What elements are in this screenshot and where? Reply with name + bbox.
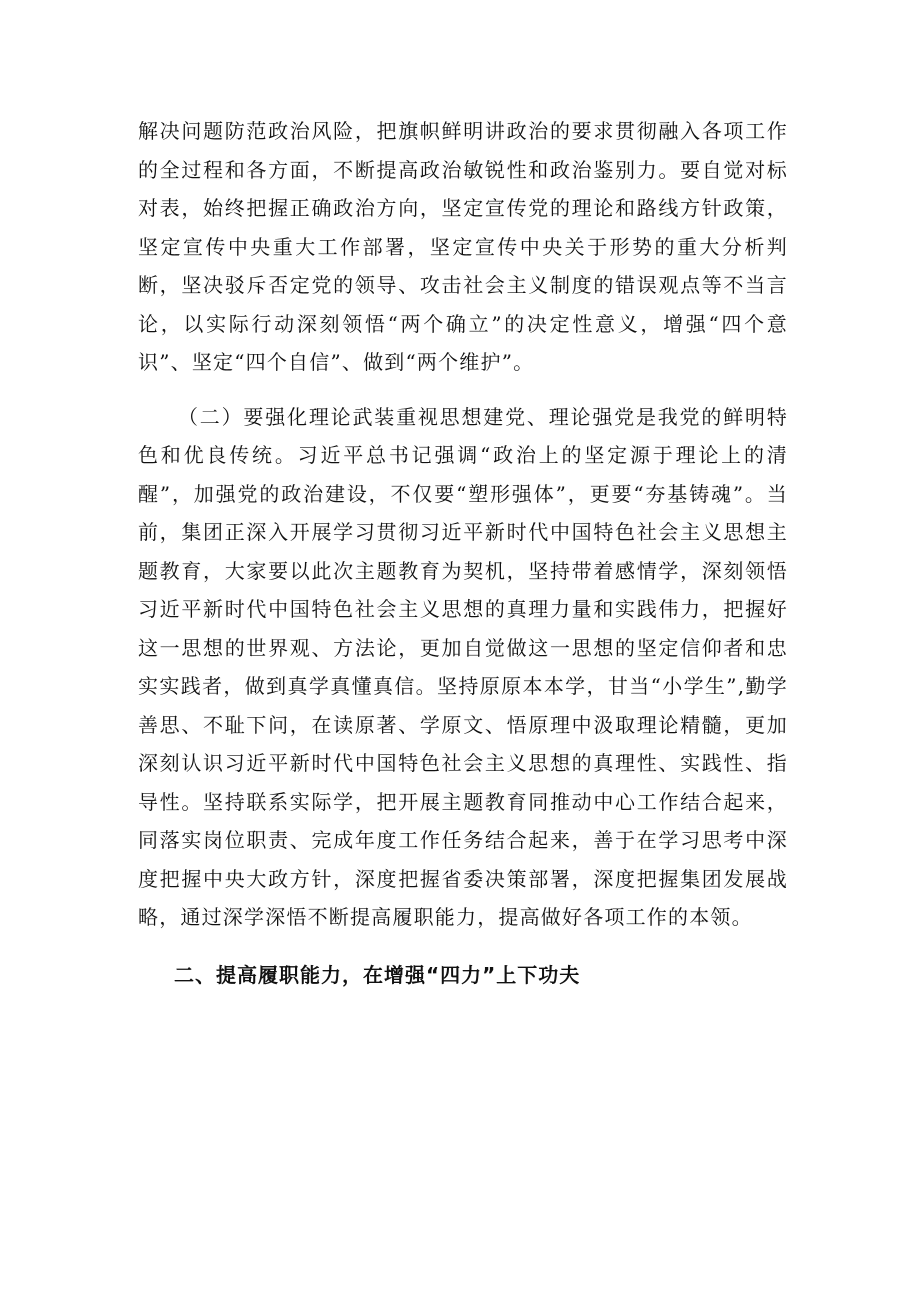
document-body: [138, 112, 788, 995]
section-heading-two: 二、提高履职能力，在增强“四力”上下功夫: [174, 962, 581, 987]
paragraph-continuation: 解决问题防范政治风险，把旗帜鲜明讲政治的要求贯彻融入各项工作的全过程和各方面，不断提高政治敏锐性和政治鉴别力。要自觉对标对表，始终把握正确政治方向，坚定宣传党的理论和路线方针政策，坚定宣传中央重大工作部署，坚定宣传中央关于形势的重大分析判断，坚决驳斥否定党的领导、攻击社会主义制度的错误观点等不当言论，以实际行动深刻领悟“两个确立”的决定性意义，增强“四个意识”、坚定“四个自信”、做到“两个维护”。: [138, 119, 788, 374]
paragraph-theory-arming: （二）要强化理论武装重视思想建党、理论强党是我党的鲜明特色和优良传统。习近平总书记强调“政治上的坚定源于理论上的清醒”，加强党的政治建设，不仅要“塑形强体”，更要“夯基铸魂”。当前，集团正深入开展学习贯彻习近平新时代中国特色社会主义思想主题教育，大家要以此次主题教育为契机，坚持带着感情学，深刻领悟习近平新时代中国特色社会主义思想的真理力量和实践伟力，把握好这一思想的世界观、方法论，更加自觉做这一思想的坚定信仰者和忠实实践者，做到真学真懂真信。坚持原原本本学，甘当“小学生”,勤学善思、不耻下问，在读原著、学原文、悟原理中汲取理论精髓，更加深刻认识习近平新时代中国特色社会主义思想的真理性、实践性、指导性。坚持联系实际学，把开展主题教育同推动中心工作结合起来，同落实岗位职责、完成年度工作任务结合起来，善于在学习思考中深度把握中央大政方针，深度把握省委决策部署，深度把握集团发展战略，通过深学深悟不断提高履职能力，提高做好各项工作的本领。: [138, 404, 788, 929]
